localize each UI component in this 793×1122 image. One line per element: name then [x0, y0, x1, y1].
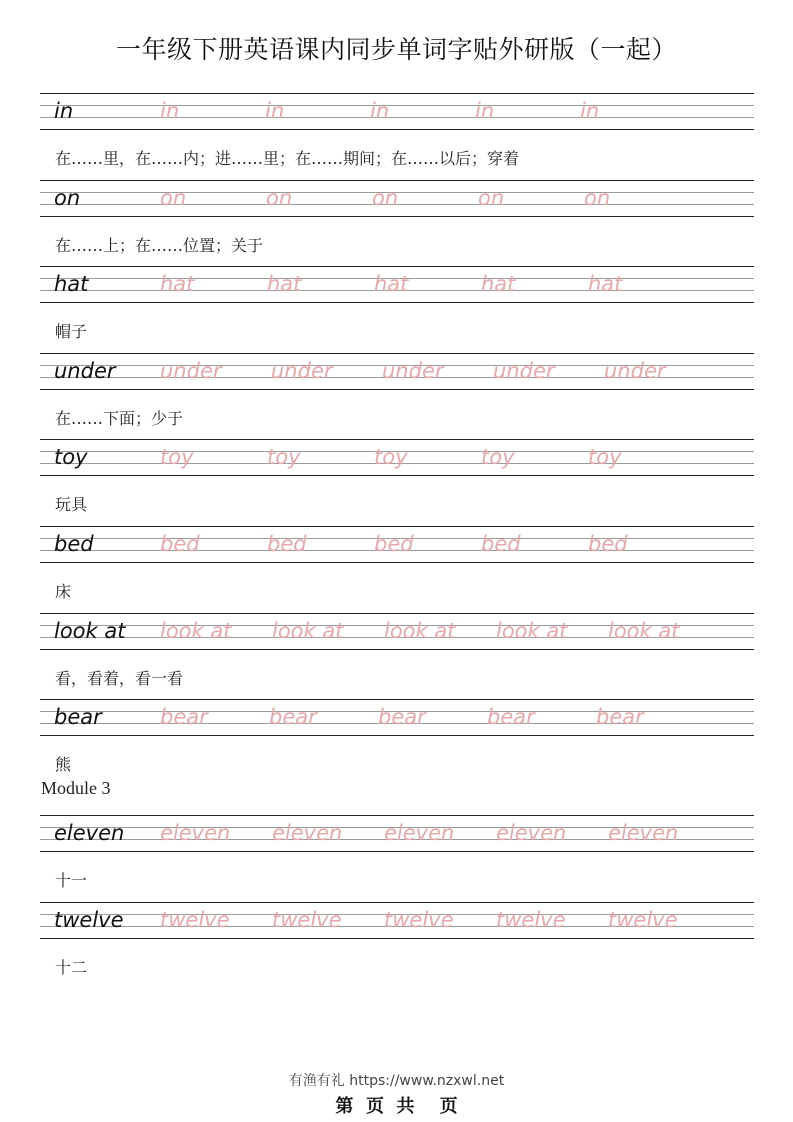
page-title: 一年级下册英语课内同步单词字贴外研版（一起）: [115, 35, 677, 64]
model-word: in: [54, 99, 74, 123]
model-word: look at: [54, 619, 126, 643]
word-line: [54, 529, 628, 559]
footer-source: 有渔有礼 https://www.nzxwl.net: [288, 1073, 505, 1089]
rule-line-dark: [40, 699, 754, 700]
trace-word: on: [160, 186, 187, 210]
writing-row: [40, 613, 754, 650]
writing-row: [40, 266, 754, 303]
trace-word: hat: [374, 272, 409, 296]
model-word: under: [54, 359, 116, 383]
trace-word: hat: [160, 272, 195, 296]
trace-word: hat: [267, 272, 302, 296]
rule-line-dark: [40, 475, 754, 476]
trace-word: hat: [481, 272, 516, 296]
word-line: [54, 616, 680, 646]
trace-word: eleven: [384, 821, 455, 845]
word-meaning: 玩具: [55, 495, 88, 514]
word-meaning: 帽子: [55, 322, 88, 341]
trace-word: bear: [596, 705, 644, 729]
word-line: [54, 356, 666, 386]
word-meaning: 看，看着，看一看: [55, 669, 184, 688]
trace-word: twelve: [272, 908, 342, 932]
trace-word: toy: [267, 445, 301, 469]
trace-word: under: [160, 359, 222, 383]
trace-word: eleven: [272, 821, 343, 845]
trace-word: bed: [160, 532, 200, 556]
trace-word: toy: [374, 445, 408, 469]
word-line: [54, 818, 679, 848]
word-meaning: 床: [55, 582, 72, 601]
trace-word: on: [266, 186, 293, 210]
rule-line-dark: [40, 613, 754, 614]
trace-word: bed: [374, 532, 414, 556]
trace-word: bed: [481, 532, 521, 556]
word-line: [54, 702, 644, 732]
trace-word: on: [584, 186, 611, 210]
trace-word: twelve: [496, 908, 566, 932]
trace-word: look at: [272, 619, 344, 643]
writing-row: [40, 93, 754, 130]
trace-word: twelve: [384, 908, 454, 932]
trace-word: in: [370, 99, 390, 123]
trace-word: bear: [160, 705, 208, 729]
rule-line-dark: [40, 216, 754, 217]
word-meaning: 在……里，在……内；进……里；在……期间；在……以后；穿着: [55, 149, 520, 168]
trace-word: toy: [481, 445, 515, 469]
trace-word: under: [271, 359, 333, 383]
rule-line-dark: [40, 735, 754, 736]
trace-word: eleven: [496, 821, 567, 845]
module-heading: Module 3: [41, 778, 111, 798]
page-label-di: 第: [335, 1096, 354, 1117]
rule-line-dark: [40, 851, 754, 852]
word-line: [54, 269, 623, 299]
trace-word: bear: [269, 705, 317, 729]
rule-line-dark: [40, 129, 754, 130]
trace-word: under: [604, 359, 666, 383]
rule-line-dark: [40, 302, 754, 303]
trace-word: bear: [487, 705, 535, 729]
trace-word: look at: [160, 619, 232, 643]
word-meaning: 熊: [55, 755, 72, 774]
rule-line-dark: [40, 815, 754, 816]
word-line: [54, 96, 600, 126]
page-counter: [0, 1092, 793, 1118]
word-meaning: 十一: [55, 871, 88, 890]
rule-line-dark: [40, 902, 754, 903]
model-word: bear: [54, 705, 102, 729]
trace-word: twelve: [608, 908, 678, 932]
rule-line-dark: [40, 353, 754, 354]
trace-word: in: [160, 99, 180, 123]
model-word: on: [54, 186, 81, 210]
writing-row: [40, 902, 754, 939]
word-meaning: 在……下面；少于: [55, 409, 184, 428]
rule-line-dark: [40, 439, 754, 440]
trace-word: in: [265, 99, 285, 123]
page-label-ye-total: 页: [439, 1096, 458, 1117]
rule-line-dark: [40, 938, 754, 939]
page-label-gong: 共: [396, 1096, 415, 1117]
word-line: [54, 905, 678, 935]
trace-word: on: [478, 186, 505, 210]
trace-word: bed: [267, 532, 307, 556]
word-line: [54, 183, 611, 213]
trace-word: under: [493, 359, 555, 383]
rule-line-dark: [40, 93, 754, 94]
model-word: bed: [54, 532, 94, 556]
rule-line-dark: [40, 180, 754, 181]
trace-word: eleven: [160, 821, 231, 845]
writing-row: [40, 699, 754, 736]
rule-line-dark: [40, 389, 754, 390]
rule-line-dark: [40, 526, 754, 527]
trace-word: on: [372, 186, 399, 210]
trace-word: look at: [496, 619, 568, 643]
rule-line-dark: [40, 266, 754, 267]
trace-word: twelve: [160, 908, 230, 932]
writing-row: [40, 180, 754, 217]
writing-row: [40, 526, 754, 563]
model-word: toy: [54, 445, 88, 469]
trace-word: bed: [588, 532, 628, 556]
model-word: twelve: [54, 908, 124, 932]
rule-line-light: [40, 105, 754, 106]
trace-word: eleven: [608, 821, 679, 845]
word-meaning: 在……上；在……位置；关于: [55, 236, 264, 255]
model-word: hat: [54, 272, 89, 296]
trace-word: toy: [588, 445, 622, 469]
word-meaning: 十二: [55, 958, 88, 977]
rule-line-light: [40, 117, 754, 118]
trace-word: in: [580, 99, 600, 123]
trace-word: toy: [160, 445, 194, 469]
trace-word: hat: [588, 272, 623, 296]
trace-word: in: [475, 99, 495, 123]
trace-word: under: [382, 359, 444, 383]
trace-word: look at: [384, 619, 456, 643]
page-label-ye: 页: [365, 1096, 384, 1117]
trace-word: look at: [608, 619, 680, 643]
writing-row: [40, 815, 754, 852]
model-word: eleven: [54, 821, 125, 845]
writing-row: [40, 353, 754, 390]
word-line: [54, 442, 622, 472]
writing-row: [40, 439, 754, 476]
rule-line-dark: [40, 562, 754, 563]
trace-word: bear: [378, 705, 426, 729]
rule-line-dark: [40, 649, 754, 650]
